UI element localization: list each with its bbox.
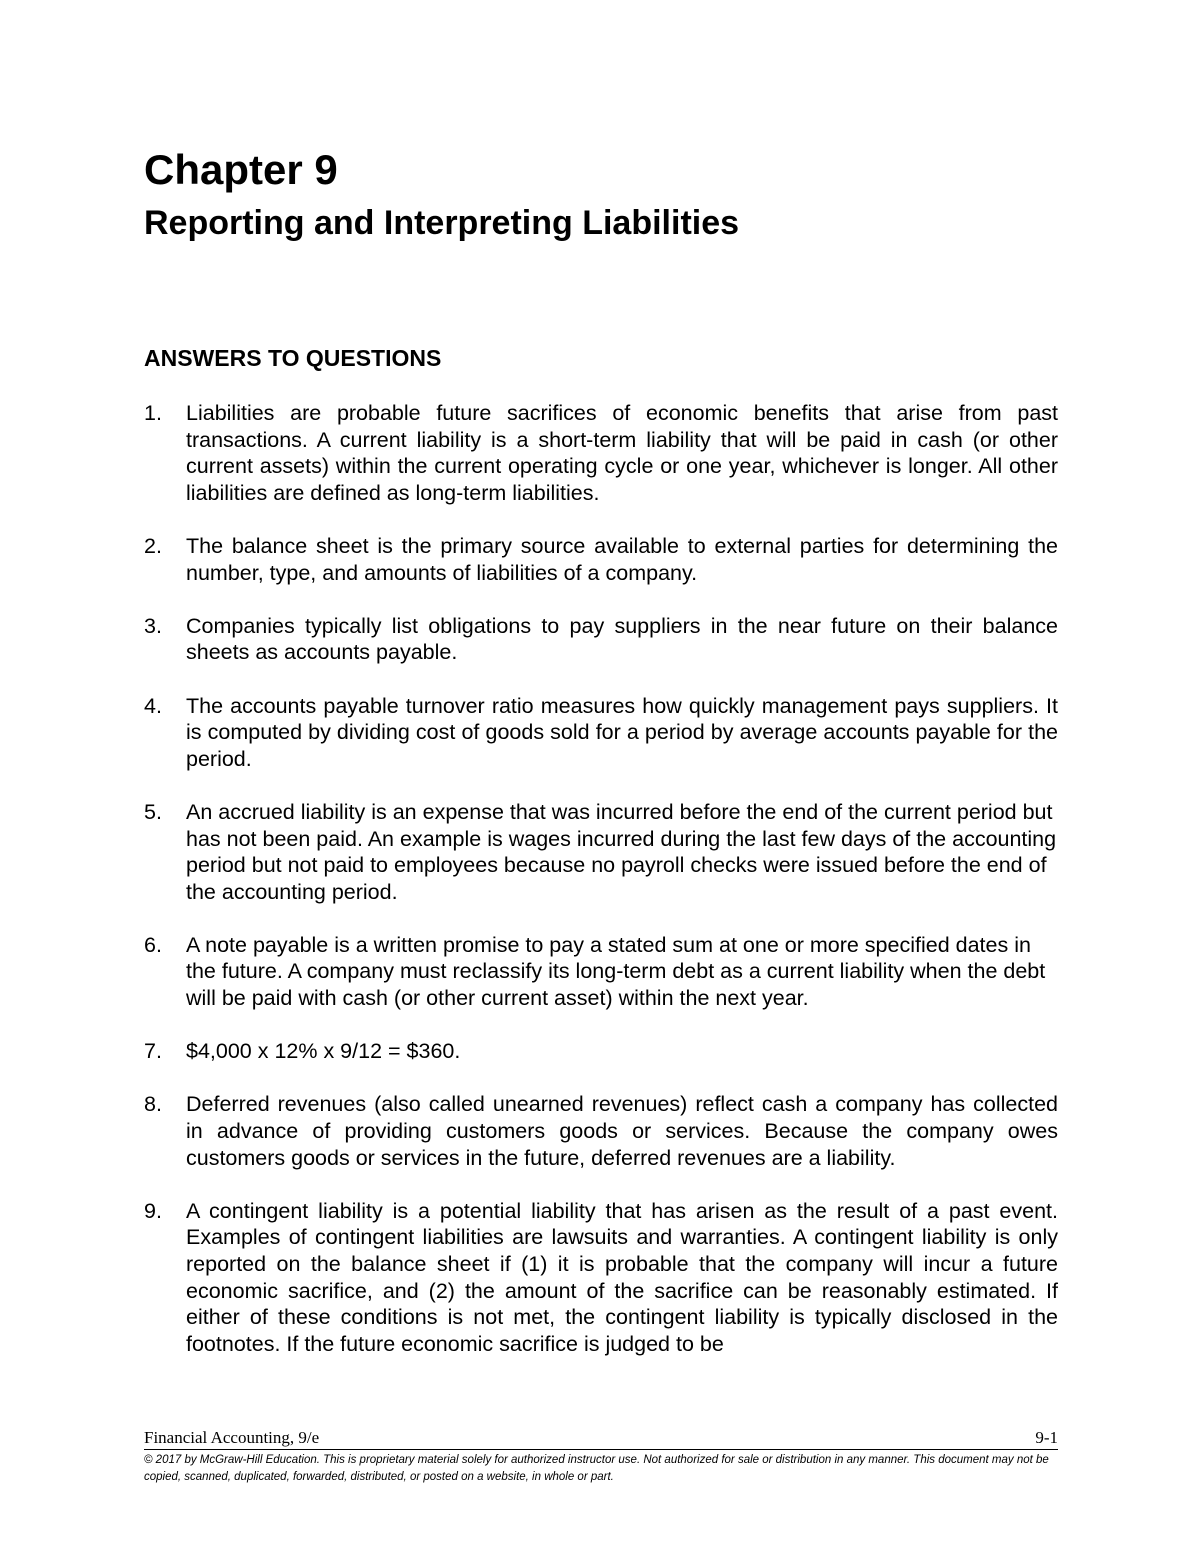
answer-text: Deferred revenues (also called unearned revenues) reflect cash a company has collected in advance of providing customers goods or services. Because the company owes customers goods or services in the future, deferred revenues are a liability. bbox=[186, 1092, 1058, 1170]
answer-text: A contingent liability is a potential liability that has arisen as the result of a past event. Examples of contingent liabilities are lawsuits and warranties. A contingent liability is only reported on the balance sheet if (1) it is probable that the company will incur a future economic sacrifice, and (2) the amount of the sacrifice can be reasonably estimated. If either of these conditions is not met, the contingent liability is typically disclosed in the footnotes. If the future economic sacrifice is judged to be bbox=[186, 1198, 1058, 1356]
list-item bbox=[144, 693, 1058, 773]
list-item bbox=[144, 799, 1058, 905]
page-footer bbox=[144, 1428, 1058, 1450]
chapter-subtitle: Reporting and Interpreting Liabilities bbox=[144, 204, 740, 242]
page-number: 9-1 bbox=[1035, 1428, 1058, 1447]
list-item bbox=[144, 1091, 1058, 1171]
answer-text: A note payable is a written promise to pay a stated sum at one or more specified dates in the future. A company must reclassify its long-term debt as a current liability when the debt will be paid with cash (or other current asset) within the next year. bbox=[186, 932, 1046, 1011]
question-number: 1. bbox=[144, 401, 162, 425]
copyright-notice: © 2017 by McGraw-Hill Education. This is proprietary material solely for authorized instructor use. Not authorized for sale or distribution in any manner. This document may not be copied, scanned, duplicated, forwarded, distributed, or posted on a website, in whole or part. bbox=[144, 1454, 1049, 1483]
list-item bbox=[144, 400, 1058, 506]
answer-text: $4,000 x 12% x 9/12 = $360. bbox=[186, 1039, 461, 1064]
section-heading: ANSWERS TO QUESTIONS bbox=[144, 345, 442, 371]
question-number: 3. bbox=[144, 613, 162, 638]
list-item bbox=[144, 1038, 1058, 1065]
question-number: 8. bbox=[144, 1092, 162, 1117]
chapter-title: Chapter 9 bbox=[144, 146, 338, 193]
question-number: 2. bbox=[144, 533, 162, 558]
answer-text: Companies typically list obligations to pay suppliers in the near future on their balance sheets as accounts payable. bbox=[186, 613, 1058, 665]
list-item bbox=[144, 533, 1058, 586]
book-title: Financial Accounting, 9/e bbox=[144, 1428, 320, 1447]
answer-text: Liabilities are probable future sacrifices of economic benefits that arise from past transactions. A current liability is a short-term liability that will be paid in cash (or other current assets) within the current operating cycle or one year, whichever is longer. All other liabilities are defined as long-term liabilities. bbox=[186, 401, 1058, 505]
list-item bbox=[144, 613, 1058, 666]
question-number: 6. bbox=[144, 932, 162, 957]
question-number: 4. bbox=[144, 693, 162, 718]
answer-text: The accounts payable turnover ratio measures how quickly management pays suppliers. It is computed by dividing cost of goods sold for a period by average accounts payable for the period. bbox=[186, 693, 1058, 771]
question-number: 7. bbox=[144, 1039, 162, 1064]
question-number: 5. bbox=[144, 799, 162, 824]
answer-text: The balance sheet is the primary source available to external parties for determining the number, type, and amounts of liabilities of a company. bbox=[186, 533, 1058, 585]
answer-text: An accrued liability is an expense that was incurred before the end of the current period but has not been paid. An example is wages incurred during the last few days of the accounting period but not paid to employees because no payroll checks were issued before the end of the accounting period. bbox=[186, 799, 1057, 904]
list-item bbox=[144, 1198, 1058, 1358]
list-item bbox=[144, 932, 1058, 1012]
questions-list bbox=[144, 400, 1058, 1384]
question-number: 9. bbox=[144, 1198, 162, 1223]
